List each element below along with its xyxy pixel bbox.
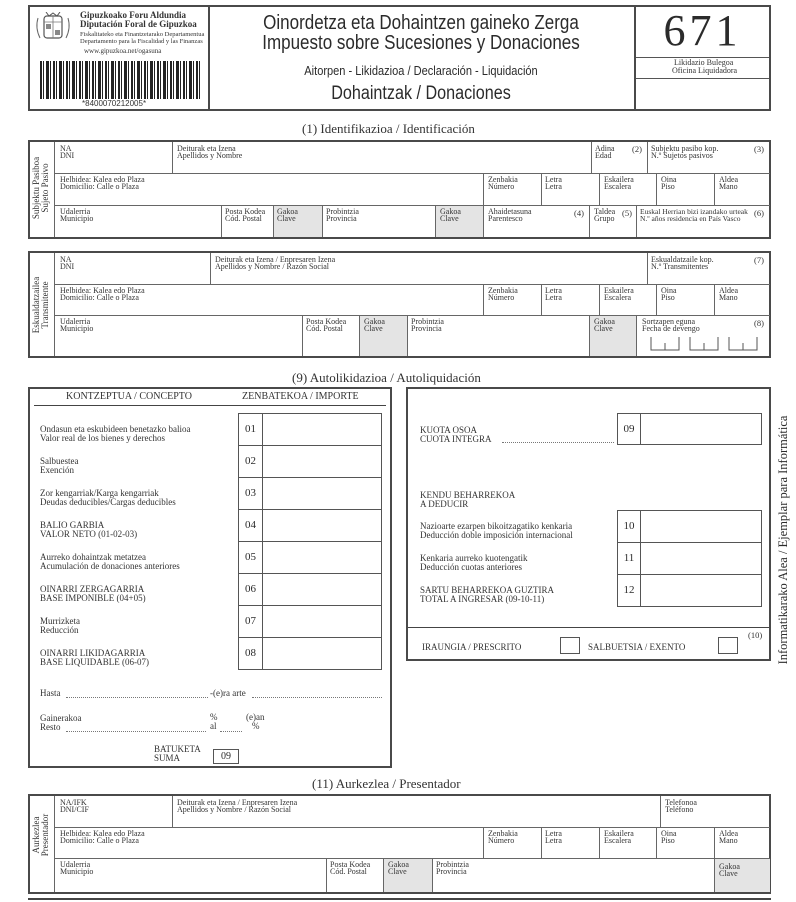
liquidation-box: KUOTA OSOA CUOTA INTEGRA 09 KENDU BEHARREKOA A DEDUCIR Nazioarte ezarpen bikoitzagatiko kenkaria Deducción doble imposición internacional 10 Kenkaria aurreko kuotengatik Deducción cuotas anteriores 11 SARTU BEHARREKOA GUZTIRA TOTAL A INGRESAR (09-10-11) 12 IRAUNGIA / PRESCRITO SALBUETSIA / EXENTO (10) — [406, 387, 771, 661]
presentador-side-label: Aurkezlea Presentador — [31, 813, 50, 857]
concept-label-eu: OINARRI LIKIDAGARRIA — [40, 648, 146, 658]
prescrito-label: IRAUNGIA / PRESCRITO — [422, 642, 522, 652]
sujeto-pasivo-side-label: Subjektu Pasiboa Sujeto Pasivo — [31, 156, 50, 220]
coat-of-arms-icon — [34, 12, 72, 44]
edad-label-es: Edad — [595, 151, 612, 160]
concept-row — [30, 509, 386, 541]
concepts-box: KONTZEPTUA / CONCEPTO ZENBATEKOA / IMPORTE Ondasun eta eskubideen benetazko balioa Valor real de los bienes y derechos 01 Salbuestea Exención 02 Zor kengarriak/Karga kengarriak Deudas deducibles/Cargas deducibles 03 BALIO GARBIA VALOR NETO (01-02-03) 04 Aurreko dohaintzak metatzea Acumulación de donaciones anteriores 05 OINARRI ZERGAGARRIA BASE IMPONIBLE (04+05) 06 Murrizketa Reducción 07 OINARRI LIKIDAGARRIA BASE LIQUIDABLE (06-07) 08 Hasta -(e)ra arte Gainerakoa Resto % al (e)an % BATUKETA SUMA 09 — [28, 387, 392, 768]
concept-code: 03 — [238, 477, 263, 510]
importe-field[interactable] — [262, 413, 382, 446]
cuota-integra-field[interactable] — [640, 413, 762, 445]
org-url: www.gipuzkoa.net/ogasuna — [84, 47, 162, 55]
section-11-title: (11) Aurkezlea / Presentador — [312, 776, 461, 791]
department-eu: Fiskalitateko eta Finantzetarako Departamentua — [80, 31, 205, 38]
importe-field[interactable] — [262, 541, 382, 574]
deduction-field[interactable] — [640, 542, 762, 575]
concept-row — [30, 605, 386, 637]
deduction-row — [408, 510, 769, 542]
org-name-es: Diputación Foral de Gipuzkoa — [80, 19, 197, 29]
deduction-code: 10 — [617, 510, 641, 543]
deduction-label-eu: Nazioarte ezarpen bikoitzagatiko kenkaria — [420, 521, 573, 531]
concept-label-es: Acumulación de donaciones anteriores — [40, 561, 180, 571]
sujetos-label-es: N.º Sujetos pasivos — [651, 151, 713, 160]
suma-code: 09 — [213, 749, 239, 764]
header-title-box — [208, 5, 636, 111]
concept-code: 05 — [238, 541, 263, 574]
concept-label-eu: Salbuestea — [40, 456, 79, 466]
concept-row — [30, 541, 386, 573]
concept-label-es: Reducción — [40, 625, 79, 635]
deduction-label-eu: Kenkaria aurreko kuotengatik — [420, 553, 528, 563]
vertical-note: Informatikarako Alea / Ejemplar para Informática — [776, 415, 790, 665]
org-name-eu: Gipuzkoako Foru Aldundia — [80, 10, 187, 20]
deduction-row — [408, 574, 769, 606]
transmitente-side-label: Eskualdatzailea Transmitente — [31, 276, 50, 334]
deduction-label-es: TOTAL A INGRESAR (09-10-11) — [420, 594, 545, 604]
concepto-header: KONTZEPTUA / CONCEPTO — [66, 391, 192, 402]
department-es: Departamento para la Fiscalidad y las Finanzas — [80, 38, 203, 45]
dni-label: DNI — [60, 151, 75, 160]
deduction-row — [408, 542, 769, 574]
apellidos-label-eu: Deiturak eta Izena — [177, 144, 236, 153]
presentador-box: Aurkezlea Presentador NA/IFK DNI/CIF Deiturak eta Izena / Enpresaren Izena Apellidos y Nombre / Razón Social Telefonoa Teléfono Helbidea: Kalea edo Plaza Domicilio: Calle o Plaza Zenbakia Número Letra Letra Eskailera Escalera Oina Piso Aldea Mano Udalerria Municipio Posta Kodea Cód. Postal Gakoa Clave Probintzia Provincia Gakoa Clave — [28, 794, 771, 894]
office-eu: Likidazio Bulegoa — [674, 58, 734, 67]
deduction-field[interactable] — [640, 574, 762, 607]
concept-label-eu: Aurreko dohaintzak metatzea — [40, 552, 146, 562]
concept-code: 01 — [238, 413, 263, 446]
importe-field[interactable] — [262, 445, 382, 478]
concept-label-es: Exención — [40, 465, 74, 475]
header-left-box — [28, 5, 210, 111]
header-model-box — [634, 5, 771, 111]
importe-field[interactable] — [262, 573, 382, 606]
deduction-label-es: Deducción cuotas anteriores — [420, 562, 522, 572]
importe-field[interactable] — [262, 605, 382, 638]
concept-code: 07 — [238, 605, 263, 638]
title-es: Impuesto sobre Sucesiones y Donaciones — [262, 32, 580, 54]
concept-label-es: Valor real de los bienes y derechos — [40, 433, 165, 443]
deduction-field[interactable] — [640, 510, 762, 543]
deduction-code: 12 — [617, 574, 641, 607]
office-es: Oficina Liquidadora — [672, 66, 738, 75]
concept-row — [30, 413, 386, 445]
transmitente-box: Eskualdatzailea Transmitente NA DNI Deiturak eta Izena / Enpresaren Izena Apellidos y Nombre / Razón Social Eskualdatzaile kop. N.º Transmitentes (7) Helbidea: Kalea edo Plaza Domicilio: Calle o Plaza Zenbakia Número Letra Letra Eskailera Escalera Oina Piso Aldea Mano Udalerria Municipio Posta Kodea Cód. Postal Gakoa Clave Probintzia Provincia Gakoa Clave Sortzapen eguna Fecha de devengo (8) — [28, 251, 771, 358]
prescrito-checkbox[interactable] — [560, 637, 580, 654]
importe-field[interactable] — [262, 477, 382, 510]
concept-label-eu: Zor kengarriak/Karga kengarriak — [40, 488, 159, 498]
concept-label-eu: Ondasun eta eskubideen benetazko balioa — [40, 424, 191, 434]
exento-checkbox[interactable] — [718, 637, 738, 654]
concept-row — [30, 445, 386, 477]
edad-label-eu: Adina — [595, 144, 615, 153]
fecha-devengo-boxes[interactable] — [650, 337, 760, 351]
concept-row — [30, 477, 386, 509]
concept-code: 06 — [238, 573, 263, 606]
importe-field[interactable] — [262, 509, 382, 542]
section-9-title: (9) Autolikidazioa / Autoliquidación — [292, 370, 481, 385]
concept-label-eu: Murrizketa — [40, 616, 80, 626]
subtitle: Aitorpen - Likidazioa / Declaración - Liquidación — [304, 63, 538, 78]
concept-label-eu: OINARRI ZERGAGARRIA — [40, 584, 145, 594]
exento-label: SALBUETSIA / EXENTO — [588, 642, 686, 652]
concept-label-es: VALOR NETO (01-02-03) — [40, 529, 138, 539]
cuota-integra-code: 09 — [617, 413, 641, 445]
concept-code: 02 — [238, 445, 263, 478]
concept-row — [30, 573, 386, 605]
importe-header: ZENBATEKOA / IMPORTE — [242, 391, 359, 402]
concept-label-es: BASE IMPONIBLE (04+05) — [40, 593, 146, 603]
model-number: 671 — [663, 6, 742, 55]
subtitle-donations: Dohaintzak / Donaciones — [331, 83, 511, 104]
barcode-text: *8400070212005* — [82, 99, 147, 108]
section-1-title: (1) Identifikazioa / Identificación — [302, 121, 475, 136]
concept-label-eu: BALIO GARBIA — [40, 520, 105, 530]
sujeto-pasivo-box: Subjektu Pasiboa Sujeto Pasivo NA DNI Deiturak eta Izena Apellidos y Nombre Adina Edad (2) Subjektu pasibo kop. N.º Sujetos pasivos (3) Helbidea: Kalea edo Plaza Domicilio: Calle o Plaza Zenbakia Número Letra Letra Eskailera Escalera Oina Piso Aldea Mano Udalerria Municipio Posta Kodea Cód. Postal Gakoa Clave Probintzia Provincia Gakoa Clave Ahaidetasuna Parentesco (4) Taldea Grupo (5) Euskal Herrian bizi izandako urteak N.º años residencia en País Vasco (6) — [28, 140, 771, 239]
apellidos-label-es: Apellidos y Nombre — [177, 151, 243, 160]
concept-label-es: Deudas deducibles/Cargas deducibles — [40, 497, 176, 507]
na-label: NA — [60, 144, 72, 153]
importe-field[interactable] — [262, 637, 382, 670]
concept-label-es: BASE LIQUIDABLE (06-07) — [40, 657, 149, 667]
concept-code: 04 — [238, 509, 263, 542]
sujetos-label-eu: Subjektu pasibo kop. — [651, 144, 719, 153]
deduction-label-es: Deducción doble imposición internacional — [420, 530, 573, 540]
concept-row — [30, 637, 386, 669]
deduction-code: 11 — [617, 542, 641, 575]
title-eu: Oinordetza eta Dohaintzen gaineko Zerga — [263, 12, 579, 34]
concept-code: 08 — [238, 637, 263, 670]
deduction-label-eu: SARTU BEHARREKOA GUZTIRA — [420, 585, 554, 595]
barcode — [40, 61, 200, 99]
